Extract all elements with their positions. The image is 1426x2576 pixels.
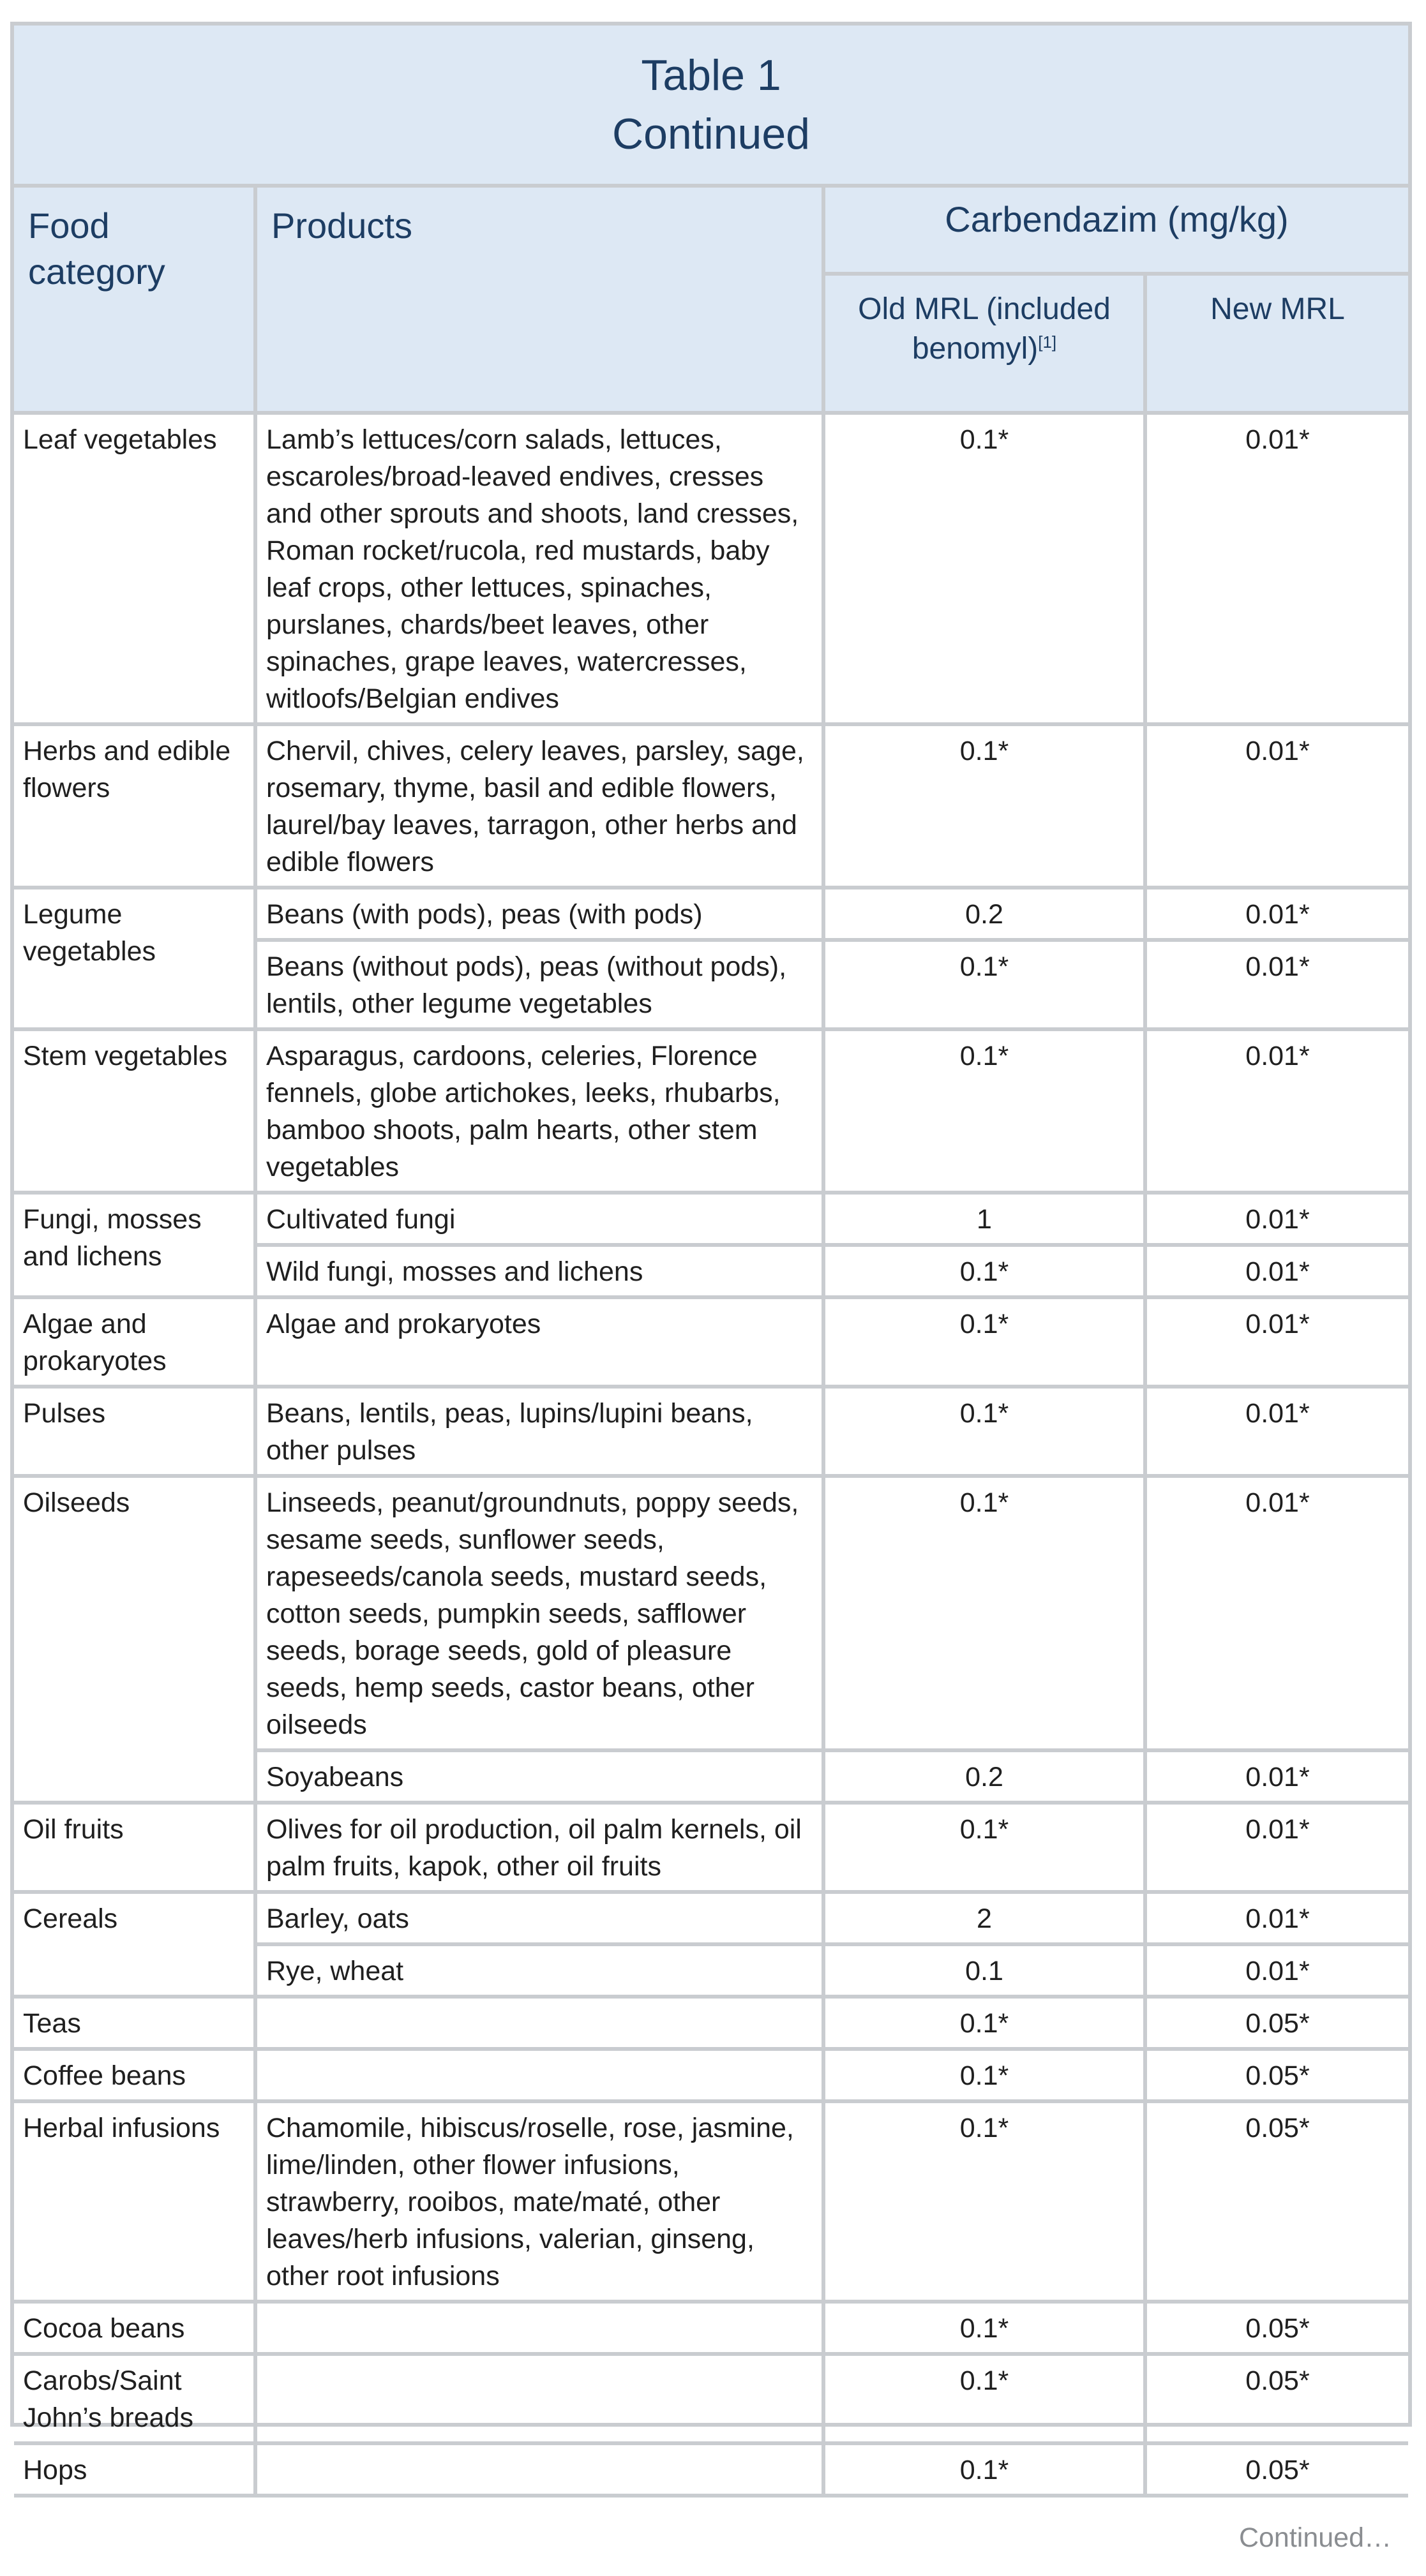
table-row xyxy=(14,1297,1408,1387)
food-category-cell: Herbs and edible flowers xyxy=(14,724,255,888)
food-category-cell: Cereals xyxy=(14,1892,255,1997)
old-mrl-cell: 0.2 xyxy=(823,1750,1145,1803)
continued-note: Continued… xyxy=(14,2496,1408,2576)
old-mrl-cell: 1 xyxy=(823,1193,1145,1245)
products-cell: Barley, oats xyxy=(255,1892,823,1944)
products-cell: Chamomile, hibiscus/roselle, rose, jasmine, lime/linden, other flower infusions, strawberry, rooibos, mate/maté, other leaves/herb infusions, valerian, ginseng, other root infusions xyxy=(255,2101,823,2302)
food-category-cell: Fungi, mosses and lichens xyxy=(14,1193,255,1297)
table-row xyxy=(14,2354,1408,2443)
new-mrl-cell: 0.01* xyxy=(1145,1387,1408,1476)
new-mrl-cell: 0.01* xyxy=(1145,1029,1408,1193)
new-mrl-cell: 0.01* xyxy=(1145,724,1408,888)
products-cell: Soyabeans xyxy=(255,1750,823,1803)
products-cell: Linseeds, peanut/groundnuts, poppy seeds, sesame seeds, sunflower seeds, rapeseeds/canola seeds, mustard seeds, cotton seeds, pumpkin seeds, safflower seeds, borage seeds, gold of pleasure seeds, hemp seeds, castor beans, other oilseeds xyxy=(255,1476,823,1750)
old-mrl-cell: 0.1* xyxy=(823,1387,1145,1476)
old-mrl-cell: 0.1 xyxy=(823,1944,1145,1997)
old-mrl-cell: 0.1* xyxy=(823,1297,1145,1387)
old-mrl-cell: 0.1* xyxy=(823,1997,1145,2049)
products-cell: Chervil, chives, celery leaves, parsley, sage, rosemary, thyme, basil and edible flowers, laurel/bay leaves, tarragon, other herbs and edible flowers xyxy=(255,724,823,888)
table-container xyxy=(10,22,1412,2553)
products-cell xyxy=(255,2354,823,2443)
products-cell: Cultivated fungi xyxy=(255,1193,823,1245)
old-mrl-cell: 0.2 xyxy=(823,888,1145,940)
new-mrl-cell: 0.01* xyxy=(1145,1297,1408,1387)
old-mrl-cell: 0.1* xyxy=(823,2354,1145,2443)
new-mrl-cell: 0.01* xyxy=(1145,1476,1408,1750)
products-cell: Beans, lentils, peas, lupins/lupini beans, other pulses xyxy=(255,1387,823,1476)
header-carbendazim: Carbendazim (mg/kg) xyxy=(823,188,1408,274)
old-mrl-cell: 0.1* xyxy=(823,2101,1145,2302)
food-category-cell: Oil fruits xyxy=(14,1803,255,1892)
products-cell xyxy=(255,2302,823,2354)
footnote-ref: [1] xyxy=(1038,332,1057,352)
table-row xyxy=(14,1387,1408,1476)
new-mrl-cell: 0.01* xyxy=(1145,1892,1408,1944)
products-cell: Lamb’s lettuces/corn salads, lettuces, escaroles/broad-leaved endives, cresses and other sprouts and shoots, land cresses, Roman rocket/rucola, red mustards, baby leaf crops, other lettuces, spinaches, purslanes, chards/beet leaves, other spinaches, grape leaves, watercresses, witloofs/Belgian endives xyxy=(255,413,823,724)
table-title-band xyxy=(14,26,1408,188)
old-mrl-cell: 0.1* xyxy=(823,724,1145,888)
old-mrl-cell: 0.1* xyxy=(823,1245,1145,1297)
table-row xyxy=(14,888,1408,940)
products-cell: Asparagus, cardoons, celeries, Florence fennels, globe artichokes, leeks, rhubarbs, bamboo shoots, palm hearts, other stem vegetables xyxy=(255,1029,823,1193)
food-category-cell: Algae and prokaryotes xyxy=(14,1297,255,1387)
food-category-cell: Stem vegetables xyxy=(14,1029,255,1193)
food-category-cell: Pulses xyxy=(14,1387,255,1476)
products-cell xyxy=(255,1997,823,2049)
table-row xyxy=(14,1029,1408,1193)
new-mrl-cell: 0.01* xyxy=(1145,1944,1408,1997)
table-row xyxy=(14,1193,1408,1245)
food-category-cell: Leaf vegetables xyxy=(14,413,255,724)
header-products: Products xyxy=(255,188,823,413)
old-mrl-cell: 0.1* xyxy=(823,1476,1145,1750)
food-category-cell: Oilseeds xyxy=(14,1476,255,1803)
old-mrl-cell: 2 xyxy=(823,1892,1145,1944)
products-cell xyxy=(255,2049,823,2101)
old-mrl-cell: 0.1* xyxy=(823,1029,1145,1193)
new-mrl-cell: 0.01* xyxy=(1145,413,1408,724)
new-mrl-cell: 0.01* xyxy=(1145,1750,1408,1803)
old-mrl-cell: 0.1* xyxy=(823,2302,1145,2354)
food-category-cell: Coffee beans xyxy=(14,2049,255,2101)
new-mrl-cell: 0.05* xyxy=(1145,2302,1408,2354)
table-row xyxy=(14,413,1408,724)
table-row xyxy=(14,1803,1408,1892)
old-mrl-cell: 0.1* xyxy=(823,2443,1145,2496)
new-mrl-cell: 0.01* xyxy=(1145,1245,1408,1297)
food-category-cell: Herbal infusions xyxy=(14,2101,255,2302)
food-category-cell: Carobs/Saint John’s breads xyxy=(14,2354,255,2443)
old-mrl-cell: 0.1* xyxy=(823,2049,1145,2101)
new-mrl-cell: 0.05* xyxy=(1145,2354,1408,2443)
new-mrl-cell: 0.05* xyxy=(1145,2049,1408,2101)
table-body xyxy=(14,413,1408,2496)
new-mrl-cell: 0.01* xyxy=(1145,940,1408,1029)
new-mrl-cell: 0.01* xyxy=(1145,888,1408,940)
mrl-table xyxy=(14,188,1408,2576)
old-mrl-cell: 0.1* xyxy=(823,940,1145,1029)
table-row xyxy=(14,2049,1408,2101)
header-old-mrl: Old MRL (included benomyl)[1] xyxy=(823,274,1145,413)
new-mrl-cell: 0.05* xyxy=(1145,2443,1408,2496)
new-mrl-cell: 0.05* xyxy=(1145,1997,1408,2049)
food-category-cell: Hops xyxy=(14,2443,255,2496)
table-subtitle: Continued xyxy=(612,110,811,158)
old-mrl-cell: 0.1* xyxy=(823,1803,1145,1892)
old-mrl-cell: 0.1* xyxy=(823,413,1145,724)
products-cell xyxy=(255,2443,823,2496)
food-category-cell: Cocoa beans xyxy=(14,2302,255,2354)
table-row xyxy=(14,1892,1408,1944)
products-cell: Rye, wheat xyxy=(255,1944,823,1997)
table-row xyxy=(14,2302,1408,2354)
table-row xyxy=(14,1476,1408,1750)
table-title: Table 1 xyxy=(641,51,781,100)
header-food-category: Food category xyxy=(14,188,255,413)
products-cell: Olives for oil production, oil palm kernels, oil palm fruits, kapok, other oil fruits xyxy=(255,1803,823,1892)
table-row xyxy=(14,1997,1408,2049)
header-new-mrl: New MRL xyxy=(1145,274,1408,413)
products-cell: Algae and prokaryotes xyxy=(255,1297,823,1387)
products-cell: Beans (with pods), peas (with pods) xyxy=(255,888,823,940)
food-category-cell: Teas xyxy=(14,1997,255,2049)
new-mrl-cell: 0.01* xyxy=(1145,1803,1408,1892)
food-category-cell: Legume vegetables xyxy=(14,888,255,1029)
new-mrl-cell: 0.05* xyxy=(1145,2101,1408,2302)
products-cell: Beans (without pods), peas (without pods), lentils, other legume vegetables xyxy=(255,940,823,1029)
table-row xyxy=(14,2101,1408,2302)
table-row xyxy=(14,724,1408,888)
table-row xyxy=(14,2443,1408,2496)
products-cell: Wild fungi, mosses and lichens xyxy=(255,1245,823,1297)
new-mrl-cell: 0.01* xyxy=(1145,1193,1408,1245)
